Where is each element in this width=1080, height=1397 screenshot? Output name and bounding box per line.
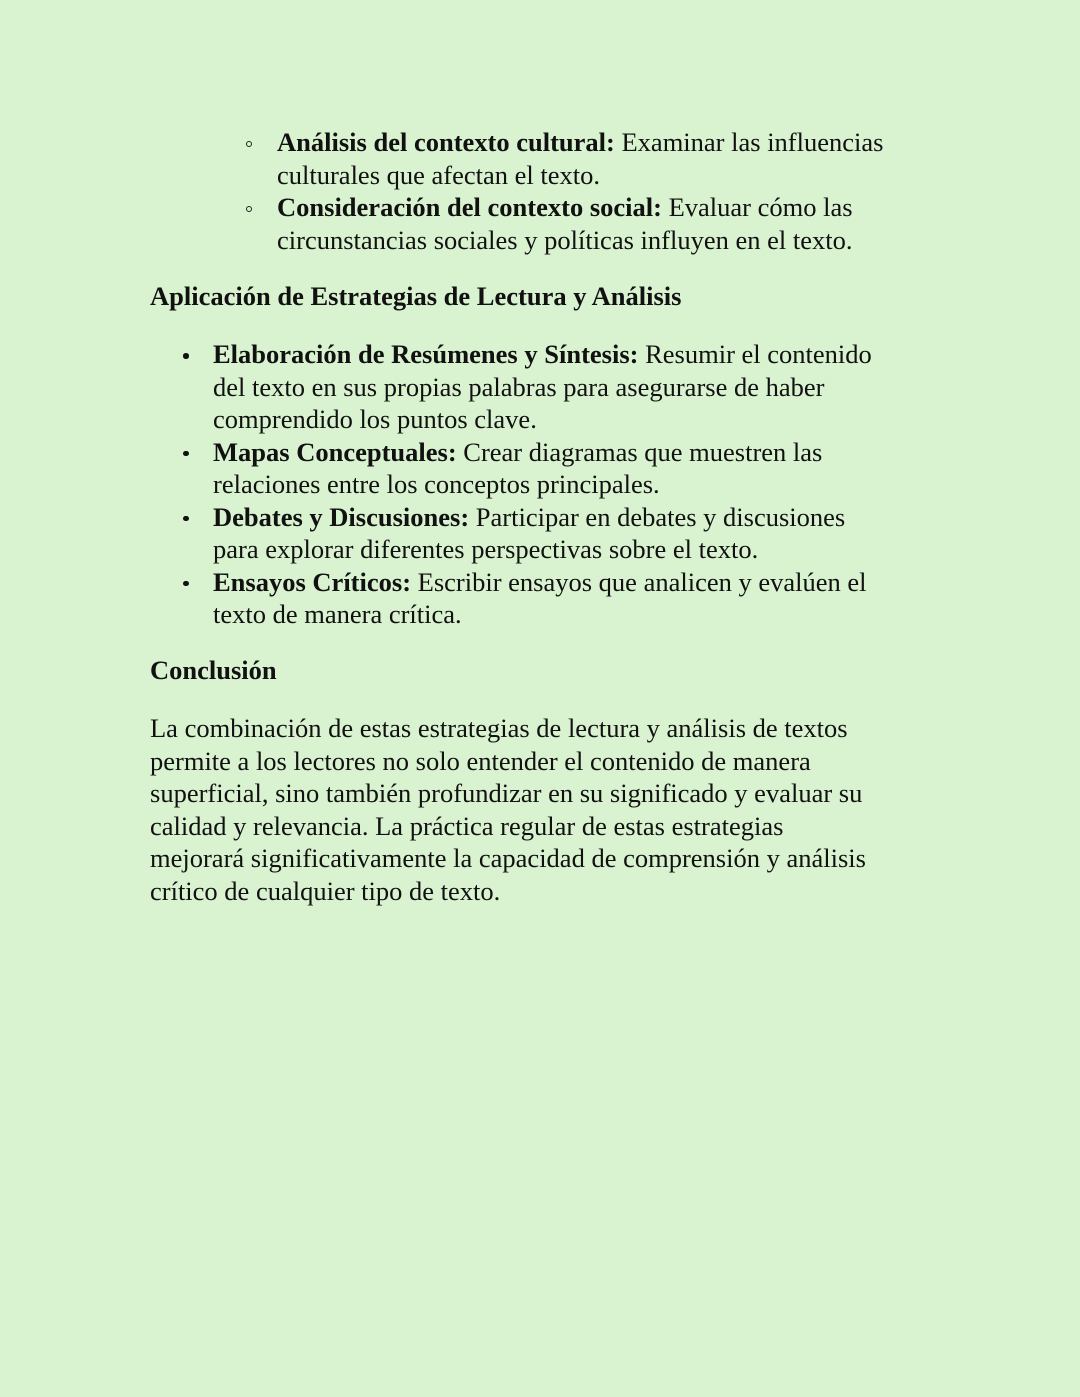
bullet-dot-icon <box>183 581 189 587</box>
paragraph-line: permite a los lectores no solo entender el contenido de manera <box>150 745 811 776</box>
item-description: Crear diagramas que muestren las <box>456 436 823 467</box>
paragraph-line: crítico de cualquier tipo de texto. <box>150 875 501 906</box>
section-heading-conclusion: Conclusión <box>150 655 277 685</box>
list-item <box>150 566 950 631</box>
hollow-circle-bullet-icon <box>246 206 252 212</box>
item-description: culturales que afectan el texto. <box>277 159 600 190</box>
item-description: Resumir el contenido <box>638 339 872 369</box>
paragraph-line: calidad y relevancia. La práctica regular de estas estrategias <box>150 810 784 841</box>
paragraph-line: mejorará significativamente la capacidad de comprensión y análisis <box>150 843 866 873</box>
bullet-dot-icon <box>183 516 189 522</box>
item-description: circunstancias sociales y políticas influyen en el texto. <box>277 224 853 255</box>
paragraph-line: superficial, sino también profundizar en su significado y evaluar su <box>150 778 863 808</box>
item-description: comprendido los puntos clave. <box>213 404 537 434</box>
item-description: Participar en debates y discusiones <box>469 501 846 532</box>
list-item <box>150 126 950 191</box>
item-description: para explorar diferentes perspectivas sobre el texto. <box>213 534 759 564</box>
item-term: Debates y Discusiones: <box>213 501 470 532</box>
bullet-dot-icon <box>183 353 189 359</box>
item-description: relaciones entre los conceptos principales. <box>213 469 660 499</box>
list-item <box>150 191 950 256</box>
list-item <box>150 501 950 566</box>
list-item <box>150 436 950 501</box>
item-description: Evaluar cómo las <box>661 192 853 222</box>
conclusion-paragraph <box>150 712 940 907</box>
bullet-dot-icon <box>183 451 189 457</box>
list-item <box>150 338 950 436</box>
item-description: texto de manera crítica. <box>213 599 462 629</box>
item-term: Elaboración de Resúmenes y Síntesis: <box>213 339 639 369</box>
item-description: Escribir ensayos que analicen y evalúen el <box>411 566 867 597</box>
item-term: Mapas Conceptuales: <box>213 436 457 467</box>
item-term: Ensayos Críticos: <box>213 566 412 597</box>
paragraph-line: La combinación de estas estrategias de lectura y análisis de textos <box>150 713 848 743</box>
item-term: Análisis del contexto cultural: <box>277 127 615 157</box>
item-description: del texto en sus propias palabras para asegurarse de haber <box>213 371 825 402</box>
context-sublist <box>150 126 950 256</box>
section-heading-application: Aplicación de Estrategias de Lectura y Análisis <box>150 281 682 311</box>
hollow-circle-bullet-icon <box>246 141 252 147</box>
strategies-list <box>150 338 950 631</box>
item-description: Examinar las influencias <box>614 127 884 157</box>
item-term: Consideración del contexto social: <box>277 192 662 222</box>
